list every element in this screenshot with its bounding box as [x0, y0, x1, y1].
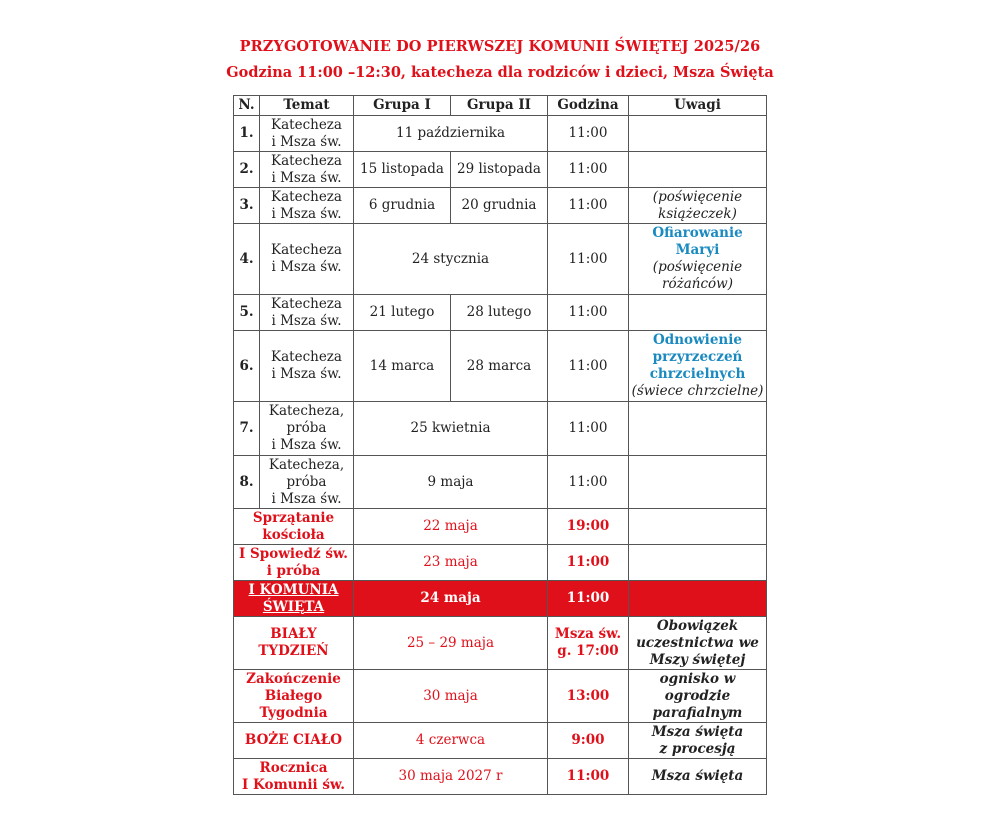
row-notes: (poświęcenie książeczek) — [629, 188, 767, 224]
row-topic: Katecheza, próba i Msza św. — [260, 456, 354, 509]
row-notes — [629, 295, 767, 331]
event-time: 11:00 — [548, 545, 629, 581]
event-time: 11:00 — [548, 581, 629, 617]
row-date-group1: 21 lutego — [354, 295, 451, 331]
row-notes — [629, 116, 767, 152]
row-topic: Katecheza i Msza św. — [260, 188, 354, 224]
row-date: 24 stycznia — [354, 224, 548, 295]
row-topic: Katecheza i Msza św. — [260, 295, 354, 331]
document-subtitle: Godzina 11:00 –12:30, katecheza dla rodziców i dzieci, Msza Święta — [226, 64, 774, 81]
row-number: 4. — [234, 224, 260, 295]
table-row — [234, 402, 767, 456]
table-row — [234, 509, 767, 545]
table-row — [234, 545, 767, 581]
event-date: 25 – 29 maja — [354, 617, 548, 670]
table-row — [234, 723, 767, 759]
row-date-group1: 15 listopada — [354, 152, 451, 188]
table-row — [234, 670, 767, 723]
event-notes: Obowiązek uczestnictwa we Mszy świętej — [629, 617, 767, 670]
table-row — [234, 188, 767, 224]
row-time: 11:00 — [548, 331, 629, 402]
event-time: 11:00 — [548, 759, 629, 795]
row-number: 2. — [234, 152, 260, 188]
row-topic: Katecheza i Msza św. — [260, 152, 354, 188]
row-time: 11:00 — [548, 224, 629, 295]
row-date-group2: 28 lutego — [451, 295, 548, 331]
row-date: 25 kwietnia — [354, 402, 548, 456]
row-date: 9 maja — [354, 456, 548, 509]
row-number: 8. — [234, 456, 260, 509]
event-time: 9:00 — [548, 723, 629, 759]
event-notes: Msza święta — [629, 759, 767, 795]
row-date-group1: 6 grudnia — [354, 188, 451, 224]
table-row — [234, 152, 767, 188]
event-time: Msza św. g. 17:00 — [548, 617, 629, 670]
row-date-group1: 14 marca — [354, 331, 451, 402]
col-header-n: N. — [234, 96, 260, 116]
event-notes — [629, 581, 767, 617]
event-date: 24 maja — [354, 581, 548, 617]
row-notes: Ofiarowanie Maryi (poświęcenie różańców) — [629, 224, 767, 295]
row-time: 11:00 — [548, 152, 629, 188]
event-topic: Sprzątanie kościoła — [234, 509, 354, 545]
row-notes — [629, 152, 767, 188]
event-date: 4 czerwca — [354, 723, 548, 759]
row-number: 5. — [234, 295, 260, 331]
table-row — [234, 116, 767, 152]
table-row — [234, 456, 767, 509]
col-header-grupa1: Grupa I — [354, 96, 451, 116]
row-date: 11 października — [354, 116, 548, 152]
event-date: 30 maja 2027 r — [354, 759, 548, 795]
row-time: 11:00 — [548, 116, 629, 152]
event-topic: Zakończenie Białego Tygodnia — [234, 670, 354, 723]
event-topic: I Spowiedź św. i próba — [234, 545, 354, 581]
row-date-group2: 20 grudnia — [451, 188, 548, 224]
event-notes — [629, 509, 767, 545]
event-date: 23 maja — [354, 545, 548, 581]
table-row — [234, 295, 767, 331]
row-time: 11:00 — [548, 295, 629, 331]
event-topic: BIAŁY TYDZIEŃ — [234, 617, 354, 670]
row-number: 1. — [234, 116, 260, 152]
row-topic: Katecheza i Msza św. — [260, 116, 354, 152]
row-notes — [629, 456, 767, 509]
event-topic: I KOMUNIA ŚWIĘTA — [234, 581, 354, 617]
col-header-grupa2: Grupa II — [451, 96, 548, 116]
row-number: 6. — [234, 331, 260, 402]
row-date-group2: 28 marca — [451, 331, 548, 402]
row-topic: Katecheza i Msza św. — [260, 224, 354, 295]
row-number: 7. — [234, 402, 260, 456]
col-header-godzina: Godzina — [548, 96, 629, 116]
event-topic: BOŻE CIAŁO — [234, 723, 354, 759]
row-time: 11:00 — [548, 456, 629, 509]
table-row — [234, 331, 767, 402]
schedule-table — [233, 95, 767, 795]
event-notes: ognisko w ogrodzie parafialnym — [629, 670, 767, 723]
table-row — [234, 224, 767, 295]
event-topic: Rocznica I Komunii św. — [234, 759, 354, 795]
table-row-highlight — [234, 581, 767, 617]
row-time: 11:00 — [548, 402, 629, 456]
event-time: 19:00 — [548, 509, 629, 545]
document-title: PRZYGOTOWANIE DO PIERWSZEJ KOMUNII ŚWIĘTEJ 2025/26 — [239, 38, 761, 55]
event-notes — [629, 545, 767, 581]
row-time: 11:00 — [548, 188, 629, 224]
event-notes: Msza święta z procesją — [629, 723, 767, 759]
row-topic: Katecheza, próba i Msza św. — [260, 402, 354, 456]
col-header-temat: Temat — [260, 96, 354, 116]
row-notes: Odnowienie przyrzeczeń chrzcielnych (świece chrzcielne) — [629, 331, 767, 402]
row-date-group2: 29 listopada — [451, 152, 548, 188]
event-time: 13:00 — [548, 670, 629, 723]
event-date: 30 maja — [354, 670, 548, 723]
row-topic: Katecheza i Msza św. — [260, 331, 354, 402]
table-row — [234, 759, 767, 795]
row-notes — [629, 402, 767, 456]
table-row — [234, 617, 767, 670]
col-header-uwagi: Uwagi — [629, 96, 767, 116]
row-number: 3. — [234, 188, 260, 224]
event-date: 22 maja — [354, 509, 548, 545]
table-header-row — [234, 96, 767, 116]
